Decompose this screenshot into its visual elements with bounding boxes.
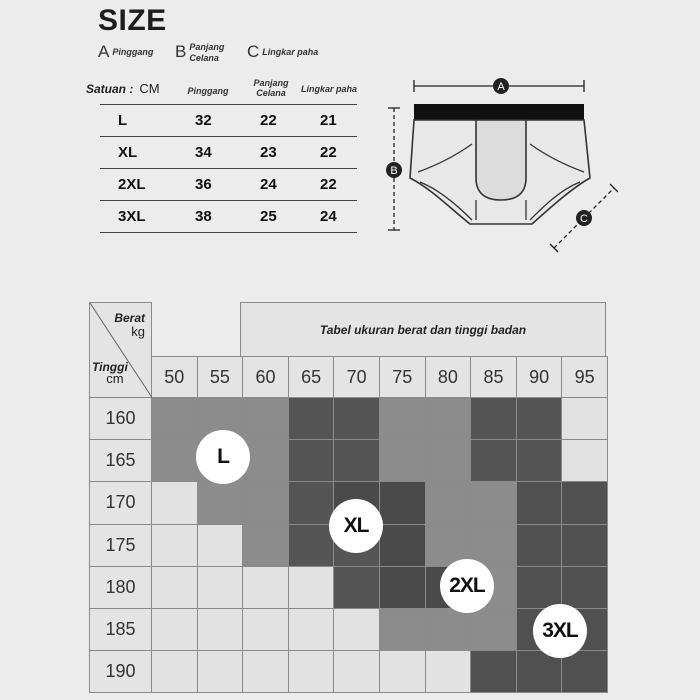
weight-header-cell: 80 [426, 356, 472, 398]
grid-cell [562, 567, 608, 609]
dimension-a-text: A [497, 81, 505, 93]
grid-cell [289, 525, 335, 567]
height-header-cell: 190 [89, 651, 152, 693]
grid-cell [334, 609, 380, 651]
grid-cell [289, 398, 335, 440]
size-row [100, 136, 357, 166]
grid-cell [380, 440, 426, 482]
grid-cell [380, 567, 426, 609]
grid-cell [562, 440, 608, 482]
weight-header-cell: 60 [243, 356, 289, 398]
weight-header-cell: 50 [152, 356, 198, 398]
size-row-label: 3XL [118, 208, 146, 225]
grid-cell [198, 609, 244, 651]
badge-2xl: 2XL [440, 559, 494, 613]
size-row-value: 22 [260, 112, 277, 129]
grid-cell [334, 398, 380, 440]
weight-unit: kg [131, 324, 145, 339]
weight-header-cell: 70 [334, 356, 380, 398]
grid-cell [243, 567, 289, 609]
grid-cell [198, 651, 244, 693]
weight-header-cell: 65 [289, 356, 335, 398]
size-table-bottom-rule [100, 232, 357, 233]
size-row [100, 104, 357, 134]
grid-cell [380, 651, 426, 693]
badge-xl: XL [329, 499, 383, 553]
grid-cell [243, 440, 289, 482]
grid-cell [517, 398, 563, 440]
size-row [100, 168, 357, 198]
waistband [414, 104, 584, 120]
grid-cell [562, 398, 608, 440]
size-row-value: 36 [195, 176, 212, 193]
grid-cell [243, 651, 289, 693]
size-title: SIZE [98, 4, 167, 37]
grid-cell [471, 609, 517, 651]
height-header-cell: 175 [89, 525, 152, 567]
grid-cell [334, 651, 380, 693]
grid-cell [562, 651, 608, 693]
legend-label-c: Lingkar paha [262, 47, 319, 57]
grid-cell [152, 525, 198, 567]
grid-cell [380, 482, 426, 524]
size-row-value: 34 [195, 144, 212, 161]
legend-b [175, 42, 229, 64]
height-header-cell: 180 [89, 567, 152, 609]
weight-table-title: Tabel ukuran berat dan tinggi badan [240, 302, 606, 356]
grid-cell [380, 398, 426, 440]
grid-cell [517, 567, 563, 609]
size-row-value: 23 [260, 144, 277, 161]
weight-header-cell: 95 [562, 356, 608, 398]
grid-cell [380, 609, 426, 651]
weight-header-cell: 90 [517, 356, 563, 398]
grid-cell [289, 440, 335, 482]
height-header-cell: 165 [89, 440, 152, 482]
grid-cell [152, 482, 198, 524]
grid-cell [152, 609, 198, 651]
size-row-value: 24 [320, 208, 337, 225]
grid-cell [198, 525, 244, 567]
unit-value: CM [139, 81, 160, 96]
height-unit: cm [106, 371, 124, 386]
height-header-cell: 160 [89, 398, 152, 440]
grid-cell [198, 482, 244, 524]
grid-cell [243, 609, 289, 651]
height-axis-label: Tinggi cm [92, 360, 128, 386]
briefs-diagram [380, 68, 640, 258]
grid-cell [471, 651, 517, 693]
grid-cell [243, 398, 289, 440]
grid-cell [289, 567, 335, 609]
grid-cell [334, 567, 380, 609]
grid-cell [426, 482, 472, 524]
grid-cell [289, 609, 335, 651]
size-row-value: 32 [195, 112, 212, 129]
size-header-pinggang: Pinggang [187, 86, 229, 96]
grid-cell [289, 651, 335, 693]
table-corner [89, 302, 152, 398]
grid-cell [243, 482, 289, 524]
size-row-label: XL [118, 144, 138, 161]
size-row-value: 22 [320, 176, 337, 193]
grid-cell [471, 482, 517, 524]
legend-letter-c: C [247, 42, 260, 61]
size-row-value: 21 [320, 112, 337, 129]
height-header-cell: 185 [89, 609, 152, 651]
size-row-label: 2XL [118, 176, 146, 193]
grid-cell [152, 398, 198, 440]
unit-label: Satuan : CM [86, 81, 160, 96]
legend-label-a: Pinggang [112, 47, 154, 57]
dimension-c-text: C [580, 213, 588, 225]
grid-cell [152, 567, 198, 609]
size-header-panjang: Panjang Celana [253, 78, 289, 98]
grid-cell [471, 398, 517, 440]
grid-cell [562, 525, 608, 567]
grid-cell [562, 482, 608, 524]
weight-header-cell: 55 [198, 356, 244, 398]
grid-cell [517, 440, 563, 482]
grid-cell [426, 609, 472, 651]
legend-label-b: Panjang Celana [189, 42, 225, 63]
grid-cell [426, 651, 472, 693]
grid-cell [243, 525, 289, 567]
weight-header-cell: 85 [471, 356, 517, 398]
weight-axis-label: Berat kg [114, 311, 145, 339]
size-row [100, 200, 357, 230]
legend-c [247, 42, 318, 62]
dimension-b-text: B [390, 165, 398, 177]
height-header-cell: 170 [89, 482, 152, 524]
grid-cell [152, 651, 198, 693]
legend-letter-b: B [175, 42, 187, 61]
size-header-lingkar: Lingkar paha [300, 84, 357, 94]
size-row-value: 22 [320, 144, 337, 161]
legend-letter-a: A [98, 42, 110, 61]
grid-cell [289, 482, 335, 524]
grid-cell [152, 440, 198, 482]
badge-3xl: 3XL [533, 604, 587, 658]
weight-height-table [89, 302, 606, 700]
grid-cell [517, 525, 563, 567]
size-row-value: 25 [260, 208, 277, 225]
grid-cell [198, 567, 244, 609]
grid-cell [517, 482, 563, 524]
grid-cell [334, 440, 380, 482]
size-row-label: L [118, 112, 128, 129]
grid-cell [471, 440, 517, 482]
badge-l: L [196, 430, 250, 484]
size-row-value: 24 [260, 176, 277, 193]
grid-cell [426, 440, 472, 482]
weight-header-cell: 75 [380, 356, 426, 398]
size-row-value: 38 [195, 208, 212, 225]
legend-a [98, 42, 153, 62]
grid-cell [380, 525, 426, 567]
grid-cell [426, 398, 472, 440]
